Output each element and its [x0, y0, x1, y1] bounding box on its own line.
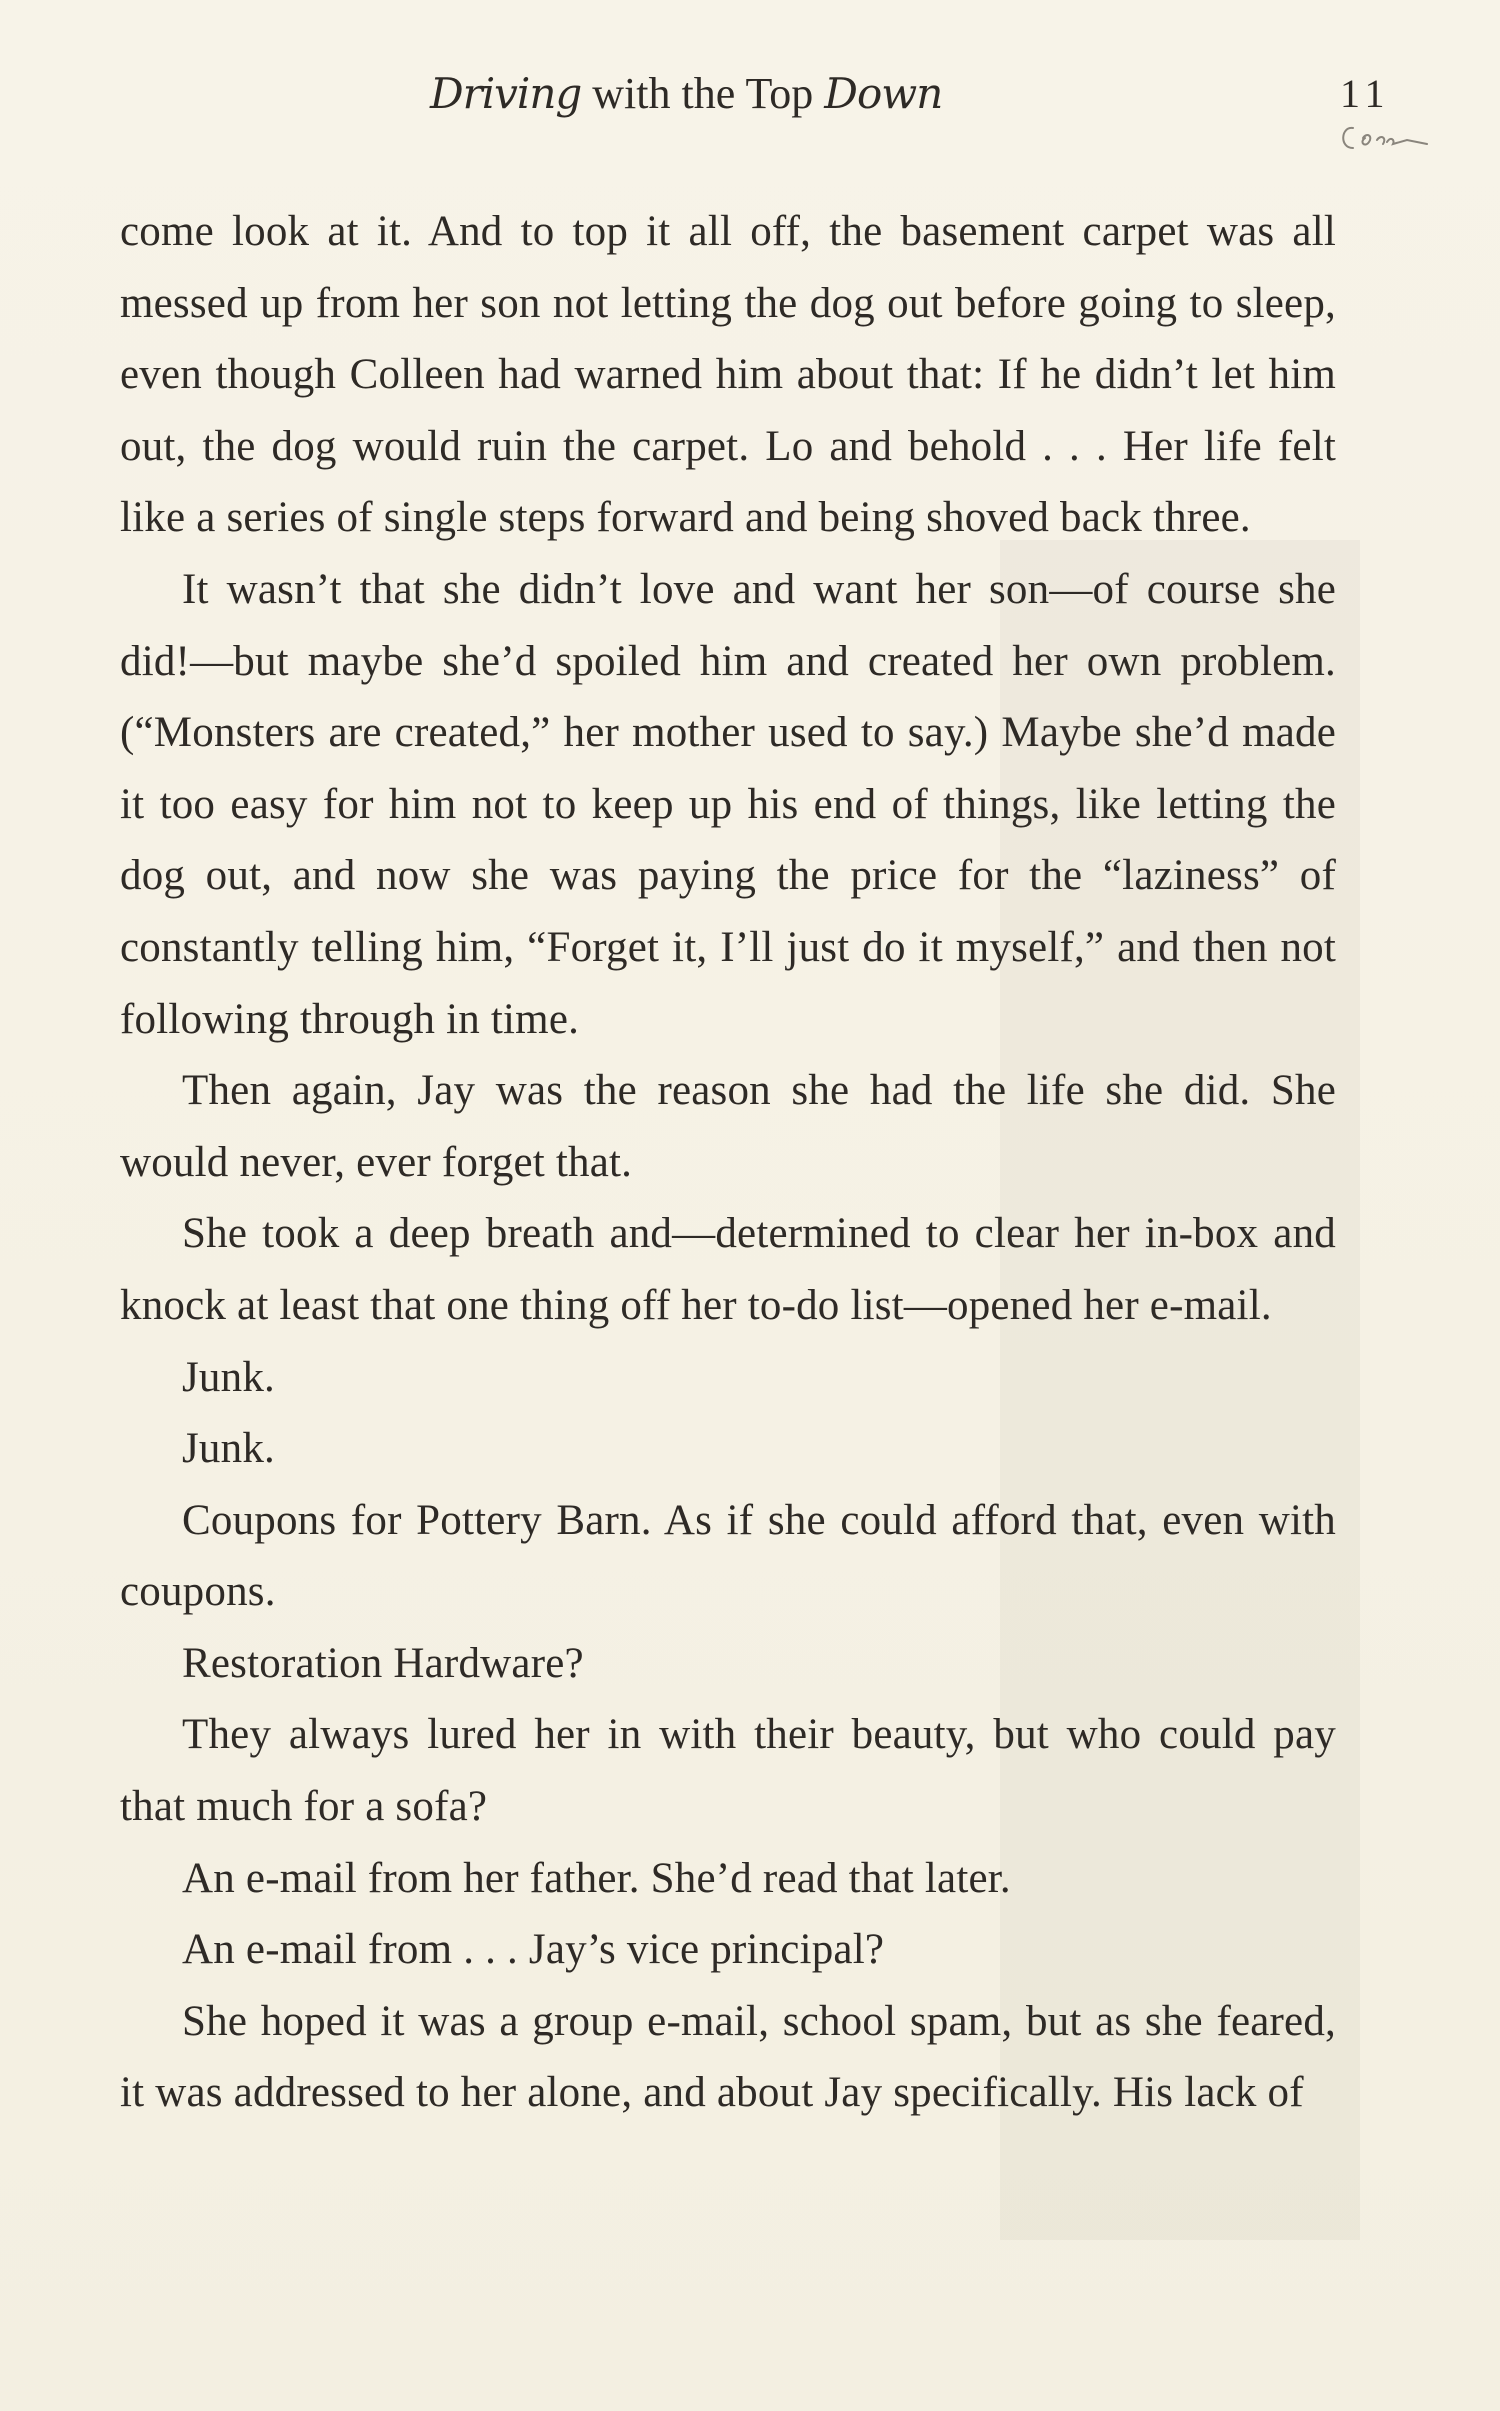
running-head-title — [430, 68, 1030, 119]
running-head — [0, 62, 1500, 142]
page-number: 11 — [1340, 71, 1391, 116]
paragraph: She took a deep breath and—determined to clear her in-box and knock at least that one thing off her to-do list—opened her e-mail. — [120, 1210, 1336, 1329]
title-script-down: Down — [824, 69, 943, 118]
paragraph-junk-1: Junk. — [182, 1353, 275, 1401]
paragraph: An e-mail from her father. She’d read that later. — [182, 1854, 1011, 1902]
pencil-annotation-scribble — [1337, 118, 1467, 158]
paragraph: She hoped it was a group e-mail, school spam, but as she feared, it was addressed to her alone, and about Jay specifically. His lack of — [120, 1997, 1336, 2117]
body-text — [120, 196, 1336, 2129]
title-script-driving: Driving — [430, 69, 582, 118]
paragraph: They always lured her in with their beauty, but who could pay that much for a sofa? — [120, 1711, 1336, 1831]
paragraph-junk-2: Junk. — [182, 1425, 275, 1473]
paragraph: An e-mail from . . . Jay’s vice principal? — [182, 1926, 885, 1974]
paragraph: Coupons for Pottery Barn. As if she could afford that, even with coupons. — [120, 1496, 1336, 1616]
paragraph: Then again, Jay was the reason she had the life she did. She would never, ever forget that. — [120, 1067, 1336, 1186]
paragraph: Restoration Hardware? — [182, 1639, 584, 1687]
paragraph-continuation: come look at it. And to top it all off, the basement carpet was all messed up from her son not letting the dog out before going to sleep, even though Colleen had warned him about that: If he didn’t let him out, the dog would ruin the carpet. Lo and behold . . . Her life felt like a series of single steps forward and being shoved back three. — [120, 208, 1336, 542]
paragraph: It wasn’t that she didn’t love and want her son—of course she did!—but maybe she’d spoiled him and created her own problem. (“Monsters are created,” her mother used to say.) Maybe she’d made it too easy for him not to keep up his end of things, like letting the dog out, and now she was paying the price for the “laziness” of constantly telling him, “Forget it, I’ll just do it myself,” and then not following through in time. — [120, 565, 1336, 1043]
title-plain-text: with the Top — [581, 69, 825, 118]
